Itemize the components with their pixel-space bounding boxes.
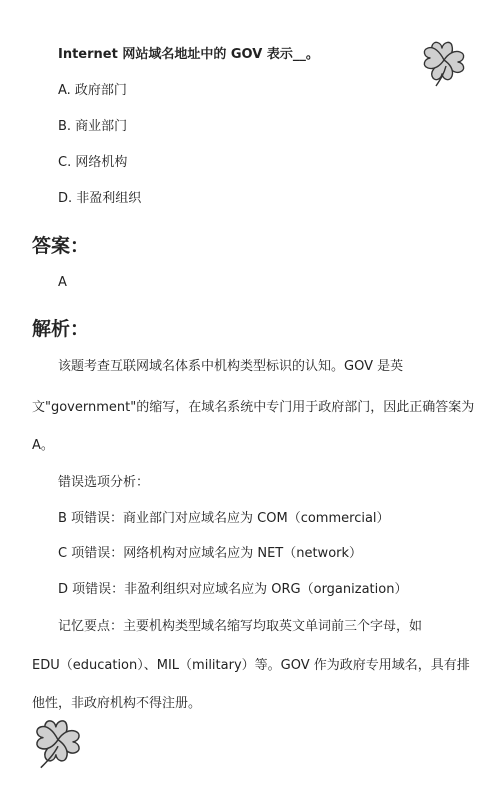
four-leaf-clover-icon bbox=[418, 36, 470, 90]
answer-value: A bbox=[58, 275, 67, 290]
option-c: C. 网络机构 bbox=[58, 155, 128, 170]
analysis-line: 该题考查互联网域名体系中机构类型标识的认知。GOV 是英 bbox=[58, 359, 404, 374]
four-leaf-clover-icon bbox=[30, 714, 86, 772]
analysis-heading: 解析： bbox=[32, 318, 90, 340]
option-d: D. 非盈利组织 bbox=[58, 191, 142, 206]
analysis-line: EDU（education）、MIL（military）等。GOV 作为政府专用域名，具有排 bbox=[32, 658, 470, 673]
option-a: A. 政府部门 bbox=[58, 83, 127, 98]
answer-heading: 答案： bbox=[32, 235, 90, 257]
analysis-line: 记忆要点：主要机构类型域名缩写均取英文单词前三个字母，如 bbox=[58, 619, 423, 634]
analysis-line: 文"government"的缩写，在域名系统中专门用于政府部门，因此正确答案为 bbox=[32, 400, 475, 415]
option-b: B. 商业部门 bbox=[58, 119, 128, 134]
analysis-line: 他性，非政府机构不得注册。 bbox=[32, 696, 202, 711]
analysis-line: B 项错误：商业部门对应域名应为 COM（commercial） bbox=[58, 511, 390, 526]
analysis-line: A。 bbox=[32, 438, 54, 453]
analysis-line: D 项错误：非盈利组织对应域名应为 ORG（organization） bbox=[58, 582, 408, 597]
analysis-line: 错误选项分析： bbox=[58, 475, 150, 490]
analysis-line: C 项错误：网络机构对应域名应为 NET（network） bbox=[58, 546, 363, 561]
question-text: Internet 网站域名地址中的 GOV 表示__。 bbox=[58, 47, 319, 62]
